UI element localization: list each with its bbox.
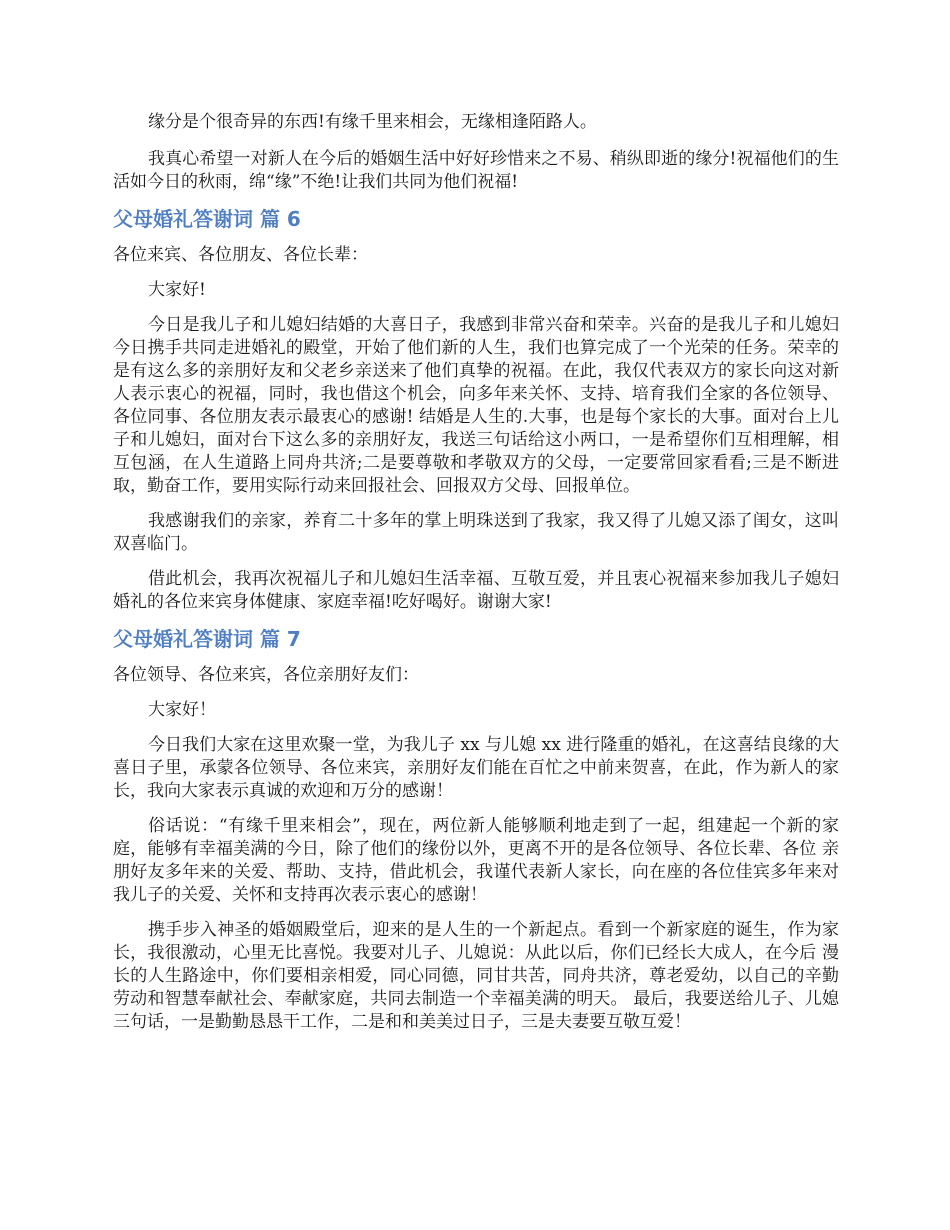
section-6-paragraph-1: 今日是我儿子和儿媳妇结婚的大喜日子，我感到非常兴奋和荣幸。兴奋的是我儿子和儿媳妇今日携手共同走进婚礼的殿堂，开始了他们新的人生，我们也算完成了一个光荣的任务。荣幸的是有这么多的亲朋好友和父老乡亲送来了他们真挚的祝福。在此，我仅代表双方的家长向这对新人表示衷心的祝福，同时，我也借这个机会，向多年来关怀、支持、培育我们全家的各位领导、各位同事、各位朋友表示最衷心的感谢! 结婚是人生的.大事，也是每个家长的大事。面对台上儿子和儿媳妇，面对台下这么多的亲朋好友，我送三句话给这小两口，一是希望你们互相理解，相互包涵，在人生道路上同舟共济;二是要尊敬和孝敬双方的父母，一定要常回家看看;三是不断进取，勤奋工作，要用实际行动来回报社会、回报双方父母、回报单位。 bbox=[113, 315, 839, 496]
section-7-paragraph-1: 今日我们大家在这里欢聚一堂，为我儿子 xx 与儿媳 xx 进行隆重的婚礼，在这喜结良缘的大喜日子里，承蒙各位领导、各位来宾，亲朋好友们能在百忙之中前来贺喜，在此，作为新人的家 长，我向大家表示真诚的欢迎和万分的感谢！ bbox=[113, 735, 839, 801]
section-6-paragraph-2: 我感谢我们的亲家，养育二十多年的掌上明珠送到了我家，我又得了儿媳又添了闺女，这叫双喜临门。 bbox=[113, 511, 839, 554]
section-6-heading: 父母婚礼答谢词 篇 6 bbox=[113, 207, 301, 231]
section-6-salutation: 各位来宾、各位朋友、各位长辈： bbox=[113, 245, 368, 265]
section-7-paragraph-2: 俗话说：“有缘千里来相会”，现在，两位新人能够顺利地走到了一起，组建起一个新的家庭，能够有幸福美满的今日，除了他们的缘份以外，更离不开的是各位领导、各位长辈、各位 亲朋好友多年来的关爱、帮助、支持，借此机会，我谨代表新人家长，向在座的各位佳宾多年来对我儿子的关爱、关怀和支持再次表示衷心的感谢！ bbox=[113, 816, 839, 905]
section-7-paragraph-3: 携手步入神圣的婚姻殿堂后，迎来的是人生的一个新起点。看到一个新家庭的诞生，作为家长，我很激动，心里无比喜悦。我要对儿子、儿媳说：从此以后，你们已经长大成人，在今后 漫长的人生路途中，你们要相亲相爱，同心同德，同甘共苦，同舟共济，尊老爱幼，以自己的辛勤劳动和智慧奉献社会、奉献家庭，共同去制造一个幸福美满的明天。 最后，我要送给儿子、儿媳三句话，一是勤勤恳恳干工作，二是和和美美过日子，三是夫妻要互敬互爱！ bbox=[113, 920, 839, 1032]
intro-paragraph-2: 我真心希望一对新人在今后的婚姻生活中好好珍惜来之不易、稍纵即逝的缘分!祝福他们的生活如今日的秋雨，绵“缘”不绝!让我们共同为他们祝福! bbox=[113, 149, 839, 192]
document-page bbox=[113, 111, 839, 1046]
section-6-paragraph-3: 借此机会，我再次祝福儿子和儿媳妇生活幸福、互敬互爱，并且衷心祝福来参加我儿子媳妇婚礼的各位来宾身体健康、家庭幸福!吃好喝好。谢谢大家! bbox=[113, 569, 839, 612]
section-6-greeting: 大家好! bbox=[148, 280, 206, 300]
intro-paragraph-1: 缘分是个很奇异的东西!有缘千里来相会，无缘相逢陌路人。 bbox=[148, 112, 597, 132]
section-7-greeting: 大家好！ bbox=[148, 700, 216, 720]
section-7-salutation: 各位领导、各位来宾，各位亲朋好友们： bbox=[113, 665, 419, 685]
section-7-heading: 父母婚礼答谢词 篇 7 bbox=[113, 627, 301, 651]
